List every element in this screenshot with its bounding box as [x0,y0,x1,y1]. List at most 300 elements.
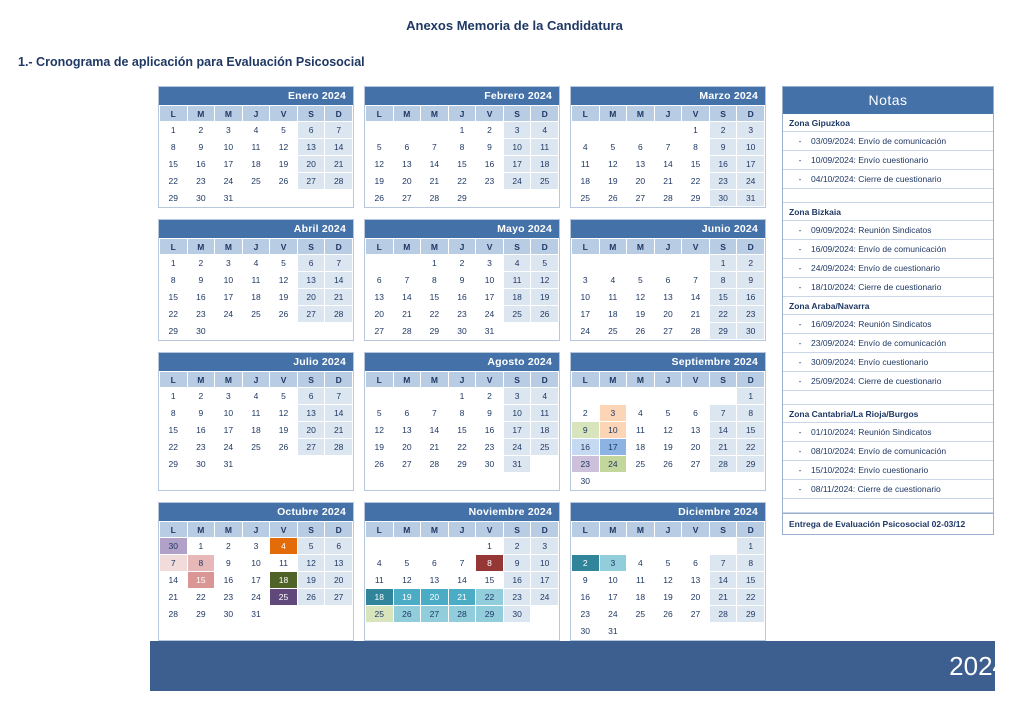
calendar-day: 5 [366,139,394,156]
note-item [783,278,993,297]
calendar-day: 8 [421,272,449,289]
calendar-day: 29 [737,456,765,473]
calendar-day: 20 [297,156,325,173]
calendar-row [158,352,768,491]
weekday-header: D [531,106,559,122]
calendar-day: 30 [572,473,600,490]
calendar-day: 3 [215,255,243,272]
calendar-day: 3 [215,122,243,139]
calendar-day: 7 [654,139,682,156]
calendar-day [393,538,421,555]
calendar-day: 29 [448,190,476,207]
weekday-header: L [572,372,600,388]
weekday-header: J [242,106,270,122]
calendar-day: 19 [531,289,559,306]
calendar-day: 14 [325,405,353,422]
calendar-day: 2 [737,255,765,272]
calendar-day: 6 [366,272,394,289]
calendar-day: 24 [215,173,243,190]
calendar-day: 9 [503,555,531,572]
calendar-day: 14 [682,289,710,306]
calendar-day: 13 [297,139,325,156]
note-bullet-dash: - [798,338,802,348]
calendar-day: 1 [421,255,449,272]
section-title: 1.- Cronograma de aplicación para Evaluación Psicosocial [18,55,365,69]
calendar-day: 31 [242,606,270,623]
weekday-header: S [709,372,737,388]
weekday-header: M [627,522,655,538]
calendar-day: 16 [737,289,765,306]
calendar-grid [158,86,768,652]
weekday-header: L [366,522,394,538]
calendar-day [242,456,270,473]
calendar-day: 10 [476,272,504,289]
month-calendar [158,86,354,208]
weekday-header: J [448,239,476,255]
calendar-day: 11 [270,555,298,572]
calendar-day: 30 [187,456,215,473]
calendar-day [654,255,682,272]
calendar-day: 3 [215,388,243,405]
calendar-day: 29 [160,456,188,473]
calendar-day: 6 [297,388,325,405]
note-bullet-dash: - [798,136,802,146]
weekday-header: D [325,522,353,538]
calendar-day: 2 [476,122,504,139]
calendar-day: 4 [242,122,270,139]
calendar-day: 23 [476,173,504,190]
calendar-day: 29 [737,606,765,623]
calendar-day: 11 [242,139,270,156]
note-item [783,240,993,259]
calendar-day: 10 [737,139,765,156]
calendar-day [297,190,325,207]
calendar-day: 7 [160,555,188,572]
weekday-header: M [393,239,421,255]
calendar-day: 9 [187,139,215,156]
calendar-day: 17 [737,156,765,173]
calendar-day: 12 [654,422,682,439]
month-calendar [158,352,354,491]
calendar-day: 28 [325,306,353,323]
calendar-day: 11 [572,156,600,173]
note-item-text: 09/09/2024: Reunión Sindicatos [811,225,932,235]
calendar-day: 21 [682,306,710,323]
weekday-header: M [627,239,655,255]
calendar-day: 12 [297,555,325,572]
calendar-day: 22 [476,589,504,606]
calendar-day: 25 [627,606,655,623]
weekday-header: M [215,106,243,122]
calendar-day [531,190,559,207]
note-zone-title: Zona Bizkaia [783,203,993,221]
calendar-day: 27 [682,606,710,623]
note-zone-title: Zona Gipuzkoa [783,114,993,132]
calendar-day [654,122,682,139]
calendar-day: 1 [187,538,215,555]
calendar-day: 22 [421,306,449,323]
calendar-day: 16 [709,156,737,173]
calendar-day: 15 [709,289,737,306]
weekday-header: J [242,522,270,538]
calendar-day [572,122,600,139]
calendar-day: 5 [297,538,325,555]
calendar-day: 23 [503,589,531,606]
weekday-header: M [393,372,421,388]
note-item [783,461,993,480]
calendar-day: 7 [448,555,476,572]
calendar-day: 22 [448,173,476,190]
calendar-day [682,623,710,640]
weekday-header: M [599,106,627,122]
calendar-day: 5 [270,255,298,272]
calendar-day: 22 [737,589,765,606]
calendar-day: 25 [531,173,559,190]
calendar-day [627,473,655,490]
note-item [783,334,993,353]
calendar-day: 25 [242,306,270,323]
calendar-day [627,122,655,139]
calendar-day: 4 [242,255,270,272]
weekday-header: J [654,522,682,538]
calendar-day: 12 [393,572,421,589]
calendar-day: 4 [270,538,298,555]
note-bullet-dash: - [798,155,802,165]
calendar-day: 18 [627,439,655,456]
calendar-day [709,538,737,555]
calendar-day: 16 [572,589,600,606]
calendar-day: 20 [682,439,710,456]
note-bullet-dash: - [798,319,802,329]
calendar-day: 20 [682,589,710,606]
calendar-day: 29 [682,190,710,207]
weekday-header: L [160,372,188,388]
calendar-day [531,323,559,340]
calendar-day: 30 [448,323,476,340]
calendar-day: 19 [654,589,682,606]
weekday-header: S [709,522,737,538]
calendar-day: 13 [393,156,421,173]
calendar-day: 20 [393,173,421,190]
calendar-day: 25 [242,439,270,456]
calendar-day: 20 [325,572,353,589]
weekday-header: V [270,372,298,388]
calendar-day: 18 [627,589,655,606]
calendar-day: 12 [366,422,394,439]
calendar-day: 26 [366,456,394,473]
calendar-day: 11 [531,139,559,156]
month-title: Marzo 2024 [571,87,765,105]
calendar-day: 21 [654,173,682,190]
calendar-day: 15 [737,572,765,589]
weekday-header: V [682,522,710,538]
calendar-day: 10 [503,139,531,156]
calendar-day: 13 [297,405,325,422]
calendar-day: 12 [531,272,559,289]
calendar-day: 24 [737,173,765,190]
calendar-day: 19 [627,306,655,323]
calendar-day [297,606,325,623]
calendar-day [393,388,421,405]
calendar-day: 13 [627,156,655,173]
year-label: 2024 [949,651,1007,681]
calendar-day: 4 [503,255,531,272]
calendar-day: 29 [709,323,737,340]
calendar-day [270,323,298,340]
calendar-day: 10 [531,555,559,572]
calendar-day: 25 [270,589,298,606]
calendar-day: 27 [325,589,353,606]
calendar-day: 17 [215,156,243,173]
weekday-header: V [682,372,710,388]
calendar-day: 22 [682,173,710,190]
month-title: Junio 2024 [571,220,765,238]
calendar-day [503,323,531,340]
calendar-day: 21 [160,589,188,606]
calendar-day: 4 [531,122,559,139]
note-bullet-dash: - [798,427,802,437]
calendar-day: 14 [421,156,449,173]
calendar-day: 24 [599,456,627,473]
month-calendar [570,219,766,341]
calendar-day: 6 [325,538,353,555]
month-title: Febrero 2024 [365,87,559,105]
note-bullet-dash: - [798,465,802,475]
note-item [783,170,993,189]
weekday-header: S [709,106,737,122]
note-spacer [783,189,993,203]
calendar-day: 18 [242,156,270,173]
calendar-day: 28 [448,606,476,623]
note-item-text: 18/10/2024: Cierre de cuestionario [811,282,942,292]
weekday-header: L [572,239,600,255]
note-spacer [783,391,993,405]
calendar-day: 1 [737,388,765,405]
calendar-day: 23 [187,173,215,190]
weekday-header: D [325,239,353,255]
calendar-day: 28 [325,173,353,190]
calendar-day: 14 [325,272,353,289]
calendar-day: 4 [366,555,394,572]
month-calendar [570,86,766,208]
weekday-header: J [242,372,270,388]
calendar-day [297,323,325,340]
calendar-day: 7 [682,272,710,289]
calendar-day: 15 [160,156,188,173]
weekday-header: V [270,522,298,538]
calendar-day: 24 [572,323,600,340]
weekday-header: L [572,522,600,538]
note-item-text: 10/09/2024: Envío cuestionario [811,155,929,165]
calendar-day: 9 [572,422,600,439]
calendar-day: 23 [737,306,765,323]
calendar-day: 30 [160,538,188,555]
calendar-day: 15 [682,156,710,173]
calendar-day: 17 [476,289,504,306]
calendar-day: 3 [531,538,559,555]
weekday-header: D [325,372,353,388]
calendar-day: 3 [599,555,627,572]
calendar-day: 6 [393,405,421,422]
calendar-day [654,473,682,490]
calendar-day: 1 [682,122,710,139]
weekday-header: V [682,106,710,122]
calendar-day: 9 [572,572,600,589]
calendar-day: 22 [160,173,188,190]
calendar-day: 19 [393,589,421,606]
calendar-day: 8 [682,139,710,156]
note-item [783,442,993,461]
calendar-day: 11 [599,289,627,306]
calendar-day: 16 [187,289,215,306]
month-title: Diciembre 2024 [571,503,765,521]
calendar-day: 9 [215,555,243,572]
calendar-day [421,388,449,405]
calendar-day: 27 [654,323,682,340]
weekday-header: M [393,522,421,538]
calendar-day: 28 [421,190,449,207]
calendar-day: 15 [187,572,215,589]
weekday-header: J [654,372,682,388]
weekday-header: M [421,372,449,388]
calendar-day [366,538,394,555]
calendar-row [158,219,768,341]
calendar-day: 6 [627,139,655,156]
calendar-day: 13 [654,289,682,306]
calendar-day: 10 [503,405,531,422]
calendar-day: 28 [393,323,421,340]
calendar-day [737,473,765,490]
weekday-header: S [297,522,325,538]
calendar-day: 24 [215,439,243,456]
calendar-day: 7 [325,122,353,139]
calendar-day: 30 [572,623,600,640]
calendar-day: 30 [709,190,737,207]
calendar-day: 11 [242,405,270,422]
calendar-day [572,538,600,555]
calendar-day: 21 [709,589,737,606]
calendar-day: 2 [448,255,476,272]
month-title: Octubre 2024 [159,503,353,521]
calendar-day [572,388,600,405]
calendar-day: 17 [215,289,243,306]
calendar-day [627,538,655,555]
weekday-header: J [654,106,682,122]
calendar-day: 5 [599,139,627,156]
calendar-day [599,538,627,555]
calendar-day: 17 [503,422,531,439]
calendar-day: 27 [297,173,325,190]
calendar-day: 13 [421,572,449,589]
calendar-day [737,623,765,640]
calendar-day: 31 [476,323,504,340]
calendar-day [325,606,353,623]
note-zone-title: Zona Araba/Navarra [783,297,993,315]
calendar-day: 14 [709,422,737,439]
weekday-header: M [627,106,655,122]
calendar-day: 28 [709,606,737,623]
calendar-day: 30 [187,323,215,340]
calendar-day: 18 [242,422,270,439]
calendar-day: 17 [503,156,531,173]
calendar-day: 1 [737,538,765,555]
month-title: Agosto 2024 [365,353,559,371]
calendar-day: 17 [599,439,627,456]
calendar-day: 20 [366,306,394,323]
notes-body [783,114,993,513]
calendar-day: 6 [297,122,325,139]
calendar-day: 1 [448,388,476,405]
weekday-header: S [503,239,531,255]
calendar-day: 9 [187,272,215,289]
calendar-day: 13 [325,555,353,572]
calendar-day: 15 [737,422,765,439]
calendar-day [215,323,243,340]
calendar-day: 24 [242,589,270,606]
calendar-day [270,456,298,473]
month-calendar [570,352,766,491]
calendar-day: 16 [476,156,504,173]
calendar-day: 3 [503,388,531,405]
calendar-day [709,473,737,490]
calendar-day: 21 [325,422,353,439]
calendar-day: 26 [366,190,394,207]
calendar-day: 7 [393,272,421,289]
calendar-day: 11 [242,272,270,289]
calendar-day: 18 [531,156,559,173]
note-bullet-dash: - [798,484,802,494]
note-bullet-dash: - [798,376,802,386]
calendar-day [654,623,682,640]
calendar-day: 14 [448,572,476,589]
calendar-day: 13 [393,422,421,439]
calendar-day: 26 [393,606,421,623]
calendar-day: 4 [242,388,270,405]
calendar-day: 19 [270,289,298,306]
calendar-day: 8 [737,405,765,422]
calendar-day: 23 [215,589,243,606]
calendar-day: 24 [531,589,559,606]
calendar-day: 6 [654,272,682,289]
note-item-text: 23/09/2024: Envío de comunicación [811,338,947,348]
calendar-day: 5 [531,255,559,272]
notes-header: Notas [783,87,993,114]
calendar-day: 7 [421,405,449,422]
weekday-header: V [270,239,298,255]
weekday-header: L [160,106,188,122]
weekday-header: S [297,106,325,122]
note-item [783,132,993,151]
weekday-header: J [448,522,476,538]
calendar-day [476,190,504,207]
footer-bar [150,641,995,691]
calendar-day: 24 [503,439,531,456]
calendar-day: 8 [737,555,765,572]
calendar-day: 21 [709,439,737,456]
weekday-header: M [421,239,449,255]
note-item-text: 16/09/2024: Reunión Sindicatos [811,319,932,329]
month-calendar [570,502,766,641]
calendar-day: 22 [160,306,188,323]
calendar-day: 5 [393,555,421,572]
calendar-day: 12 [366,156,394,173]
note-item-text: 04/10/2024: Cierre de cuestionario [811,174,942,184]
calendar-day: 17 [242,572,270,589]
calendar-day: 27 [682,456,710,473]
calendar-day: 12 [270,272,298,289]
calendar-day: 9 [737,272,765,289]
calendar-day [599,388,627,405]
